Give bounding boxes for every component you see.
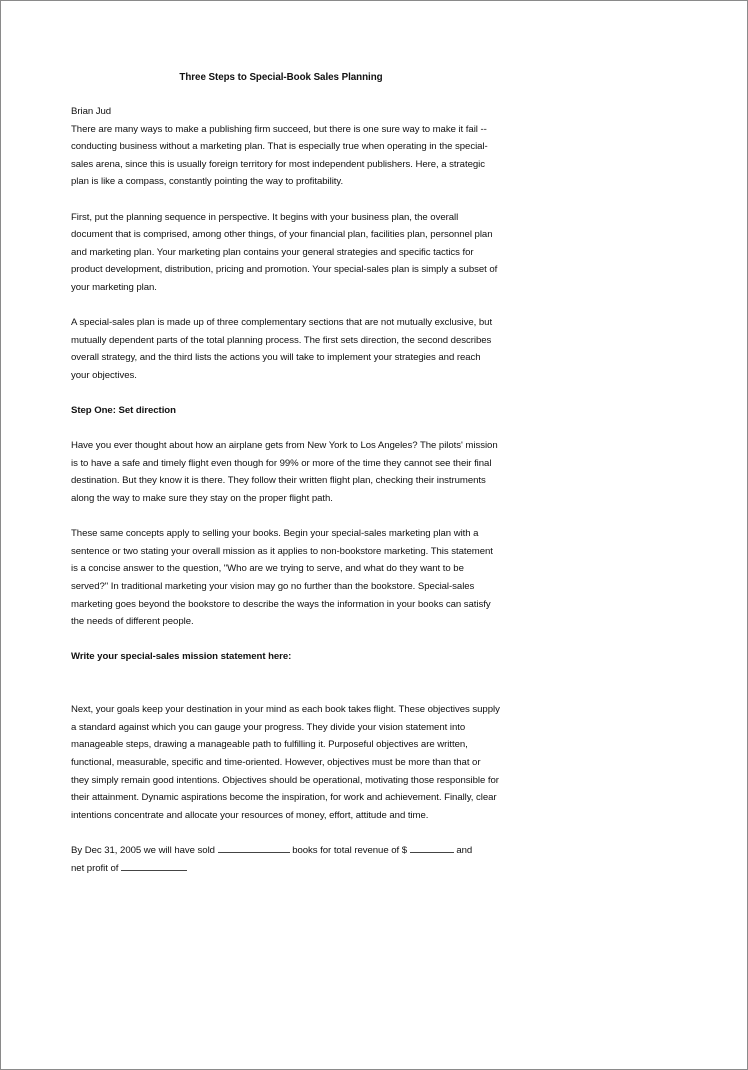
revenue-blank[interactable] [410,843,454,853]
goal-statement-part3: and [456,844,473,856]
goals-paragraph: Next, your goals keep your destination in your mind as each book takes flight. These objectives supply a standard against which you can gauge your progress. They divide your vision statement into manageable steps, drawing a manageable path to fulfilling it. Purposeful objectives are written, functional, measurable, specific and time-oriented. However, objectives must be more than that or they simply remain good intentions. Objectives should be operational, motivating those responsible for their attainment. Dynamic aspirations become the inspiration, for work and achievement. Finally, clear intentions concentrate and allocate your resources of money, effort, attitude and time. [71,704,500,821]
paragraph-gap [71,297,501,315]
paragraph-gap [71,191,501,209]
goal-statement-part2: books for total revenue of $ [292,844,408,856]
paragraph-gap [71,684,501,702]
net-profit-blank[interactable] [121,861,187,871]
step-one-heading: Step One: Set direction [71,405,176,417]
planning-sequence-paragraph: First, put the planning sequence in perspective. It begins with your business plan, the overall document that is comprised, among other things, of your financial plan, facilities plan, personnel plan and marketing plan. Your marketing plan contains your general strategies and specific tactics for product development, distribution, pricing and promotion. Your special-sales plan is simply a subset of your marketing plan. [71,211,498,293]
author-name: Brian Jud [71,106,112,117]
goal-statement-part1: By Dec 31, 2005 we will have sold [71,844,215,856]
airplane-paragraph: Have you ever thought about how an airplane gets from New York to Los Angeles? The pilots' mission is to have a safe and timely flight even though for 99% or more of the time they cannot see their final destination. But they know it is there. They follow their written flight plan, checking their instruments along the way to make sure they stay on the proper flight path. [71,440,498,505]
paragraph-gap [71,631,501,649]
paragraph-gap [71,508,501,526]
mission-statement-heading: Write your special-sales mission statement here: [71,651,292,663]
document-title: Three Steps to Special-Book Sales Planning [179,72,383,83]
mission-statement-space[interactable] [71,666,501,684]
intro-paragraph: There are many ways to make a publishing firm succeed, but there is one sure way to make it fail -- conducting business without a marketing plan. That is especially true when operating in the special-sales arena, since this is usually foreign territory for most independent publishers. Here, a strategic plan is like a compass, constantly pointing the way to profitability. [71,123,488,188]
document-body [71,70,501,877]
books-sold-blank[interactable] [218,843,290,853]
paragraph-gap [71,824,501,842]
goal-statement-part4: net profit of [71,862,119,874]
paragraph-gap [71,385,501,403]
plan-sections-paragraph: A special-sales plan is made up of three complementary sections that are not mutually exclusive, but mutually dependent parts of the total planning process. The first sets direction, the second describes overall strategy, and the third lists the actions you will take to implement your strategies and reach your objectives. [71,317,493,381]
paragraph-gap [71,420,501,438]
goal-statement [71,842,501,877]
concepts-paragraph: These same concepts apply to selling your books. Begin your special-sales marketing plan with a sentence or two stating your overall mission as it applies to non-bookstore marketing. This statement is a concise answer to the question, "Who are we trying to serve, and what do they want to be served?" In traditional marketing your vision may go no further than the bookstore. Special-sales marketing goes beyond the bookstore to describe the ways the information in your books can satisfy the needs of different people. [71,528,493,628]
